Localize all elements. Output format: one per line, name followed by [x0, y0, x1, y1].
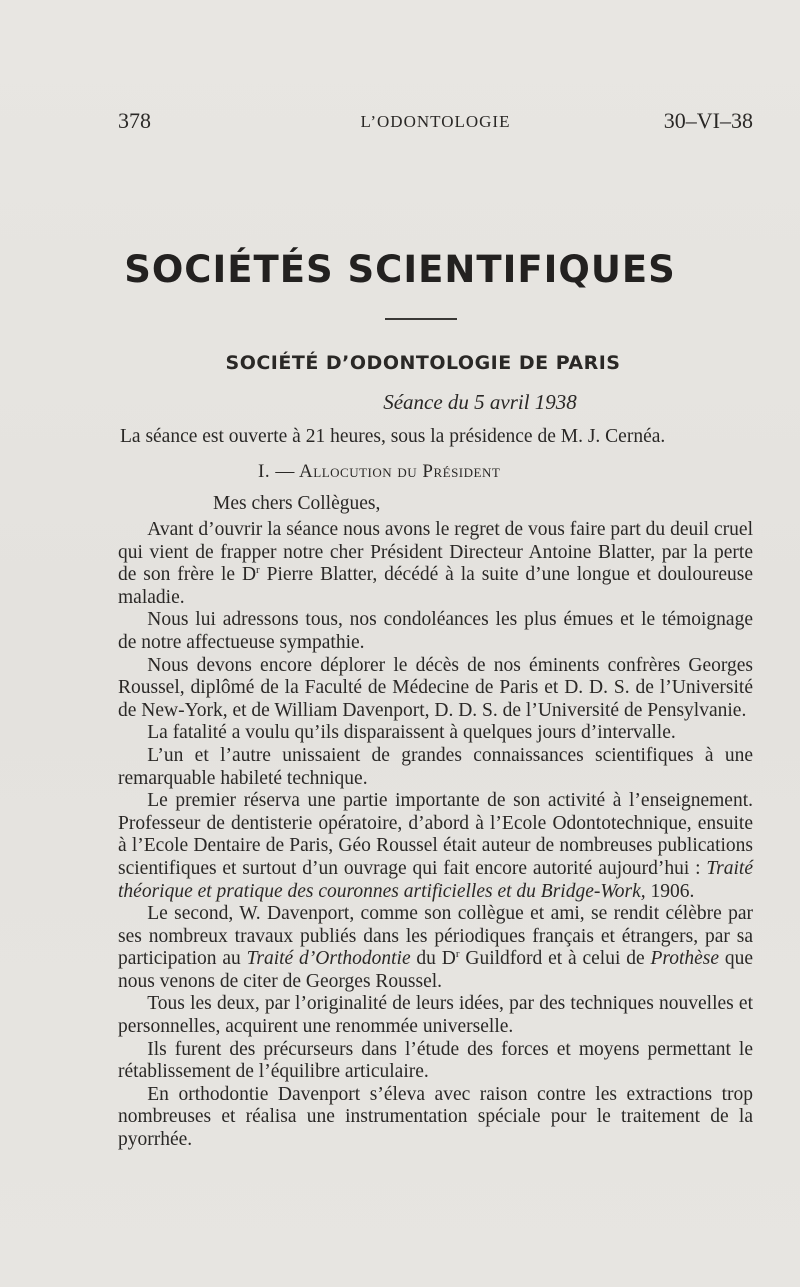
seance-date-text: Séance du 5 avril 1938 [383, 390, 577, 414]
page-header [118, 108, 753, 138]
paragraph-text: du D [410, 948, 456, 970]
paragraph-text: que nous venons de citer de Georges Roussel. [118, 948, 754, 992]
paragraph [118, 993, 753, 1038]
book-title: Traité d’Orthodontie [246, 948, 411, 970]
paragraph-text: 1906. [645, 880, 695, 902]
paragraph [118, 722, 753, 745]
paragraph-text: Nous lui adressons tous, nos condoléances les plus émues et le témoignage de notre affectueuse sympathie. [118, 609, 753, 653]
paragraph [118, 903, 753, 993]
body-text [118, 519, 753, 1152]
paragraph-text: Guildford et à celui de [459, 948, 651, 970]
salutation: Mes chers Collègues, [213, 493, 381, 514]
paragraph-text: Tous les deux, par l’originalité de leurs idées, par des techniques nouvelles et personnelles, acquirent une renommée universelle. [118, 993, 753, 1038]
paragraph [118, 655, 753, 723]
paragraph [118, 745, 753, 790]
paragraph-text: Avant d’ouvrir la séance nous avons le regret de vous faire part du deuil cruel qui vient de frapper notre cher Président Directeur Antoine Blatter, par la perte de son frère le D [118, 519, 753, 586]
paragraph-text: Pierre Blatter, décédé à la suite d’une longue et douloureuse maladie. [118, 564, 753, 608]
paragraph-text: Ils furent des précurseurs dans l’étude des forces et moyens permettant le rétablissement de l’équilibre articulaire. [118, 1038, 753, 1083]
paragraph [118, 609, 753, 654]
running-title: L’ODONTOLOGIE [360, 112, 511, 131]
seance-date [0, 390, 800, 415]
paragraph [118, 519, 753, 609]
section-title: SOCIÉTÉ D’ODONTOLOGIE DE PARIS [225, 352, 621, 374]
paragraph-text: La fatalité a voulu qu’ils disparaissent à quelques jours d’intervalle. [147, 722, 676, 744]
paragraph-text: Le premier réserva une partie importante de son activité à l’enseignement. Professeur de dentisterie opératoire, d’abord à l’Ecole Odontotechnique, ensuite à l’Ecole Dentaire de Paris, Géo Roussel était auteur de nombreuses publications scientifiques et surtout d’un ouvrage qui fait encore autorité aujourd’hui : [118, 790, 753, 879]
title-divider [385, 318, 457, 320]
paragraph [118, 1084, 753, 1152]
book-title: Prothèse [650, 948, 720, 970]
superscript: r [455, 948, 460, 961]
paragraph-text: Le second, W. Davenport, comme son collègue et ami, se rendit célèbre par ses nombreux travaux publiés dans les périodiques français et étrangers, par sa participation au [118, 903, 753, 970]
paragraph-text: Nous devons encore déplorer le décès de nos éminents confrères Georges Roussel, diplômé de la Faculté de Médecine de Paris et D. D. S. de l’Université de New-York, et de William Davenport, D. D. S. de l’Université de Pensylvanie. [118, 654, 753, 721]
book-title: Traité théorique et pratique des couronnes artificielles et du Bridge-Work, [118, 857, 753, 902]
issue-date: 30–VI–38 [663, 108, 753, 133]
paragraph [118, 1039, 753, 1084]
paragraph [118, 790, 753, 903]
superscript: r [256, 564, 260, 577]
opening-line: La séance est ouverte à 21 heures, sous la présidence de M. J. Cernéa. [120, 426, 666, 447]
main-title: SOCIÉTÉS SCIENTIFIQUES [124, 248, 676, 291]
sub-heading: I. — Allocution du Président [258, 461, 501, 482]
paragraph-text: L’un et l’autre unissaient de grandes connaissances scientifiques à une remarquable habileté technique. [118, 744, 753, 789]
page-number: 378 [118, 108, 151, 133]
paragraph-text: En orthodontie Davenport s’éleva avec raison contre les extractions trop nombreuses et réalisa une instrumentation spéciale pour le traitement de la pyorrhée. [118, 1083, 753, 1151]
